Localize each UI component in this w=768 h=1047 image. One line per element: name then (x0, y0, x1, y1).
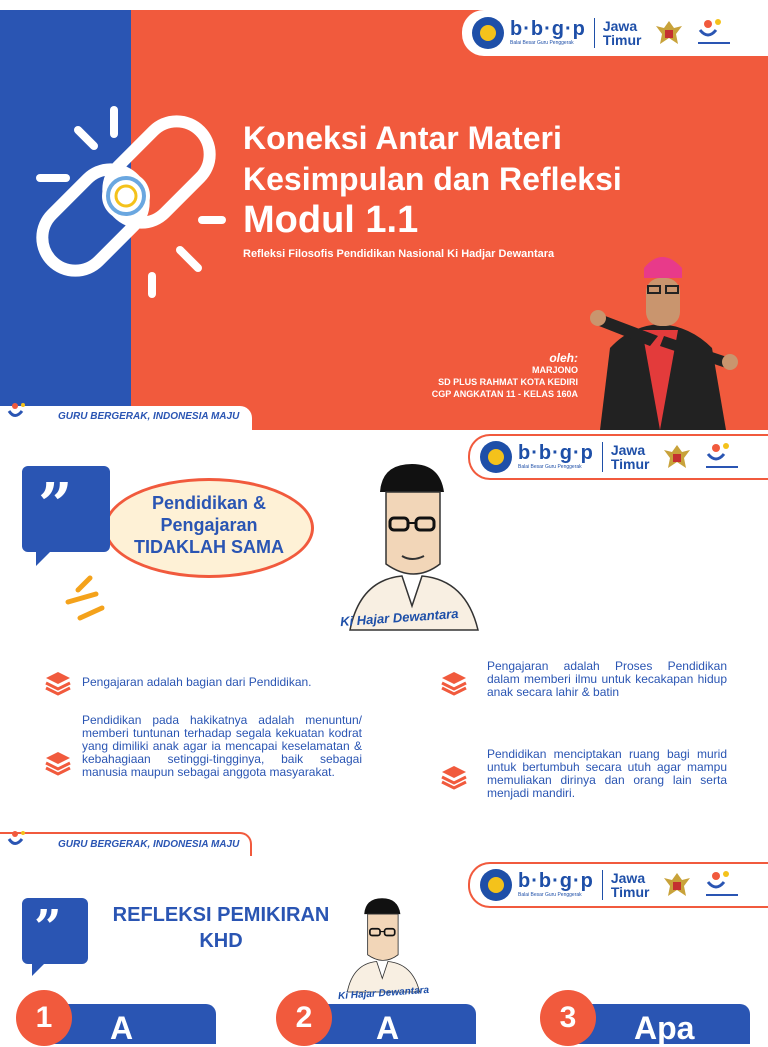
card-number: 1 (16, 990, 72, 1046)
point-text: Pendidikan menciptakan ruang bagi murid untuk bertumbuh secara utuh agar mampu memuliakan dirinya dan orang lain serta menjadi mandiri. (487, 747, 727, 800)
bbgp-sub-label: Balai Besar Guru Penggerak (510, 40, 574, 46)
tut-wuri-logo-icon (480, 869, 512, 901)
partner-logos (468, 434, 768, 480)
footer-band (0, 406, 252, 430)
jawa-timur-logo: Jawa Timur (610, 870, 650, 900)
jawa-timur-logo: Jawa Timur (610, 442, 650, 472)
chain-link-icon (30, 100, 230, 300)
bbgp-sub-label: Balai Besar Guru Penggerak (518, 892, 582, 898)
portrait-caption: Ki Hajar Dewantara (339, 605, 459, 630)
card-word: Apa (634, 1010, 695, 1046)
guru-penggerak-logo-icon (694, 16, 734, 50)
presenter-photo (580, 238, 740, 430)
point-text: Pengajaran adalah Proses Pendidikan dalam memberi ilmu untuk kecakapan hidup anak secara lahir & batin (487, 659, 727, 699)
tut-wuri-logo-icon (472, 17, 504, 49)
author-block: oleh: MARJONO SD PLUS RAHMAT KOTA KEDIRI CGP ANGKATAN 11 - KELAS 160A (431, 351, 578, 399)
garuda-emblem-icon (662, 870, 692, 900)
slide-title (0, 10, 768, 430)
jawa-timur-logo: Jawa Timur (602, 18, 642, 48)
slide-subtitle: Refleksi Filosofis Pendidikan Nasional Ki Hadjar Dewantara (243, 248, 555, 260)
bbgp-sub-label: Balai Besar Guru Penggerak (518, 464, 582, 470)
footer-slogan: GURU BERGERAK, INDONESIA MAJU (58, 839, 240, 850)
slide-pendidikan (0, 432, 768, 862)
guru-penggerak-logo-icon (702, 440, 742, 474)
footer-slogan: GURU BERGERAK, INDONESIA MAJU (58, 411, 240, 422)
slide-title-heading: Koneksi Antar Materi Kesimpulan dan Refleksi Modul 1.1 (243, 120, 622, 241)
point-text: Pengajaran adalah bagian dari Pendidikan. (82, 675, 312, 689)
layers-icon (440, 764, 468, 790)
quote-icon: ” (22, 466, 110, 552)
footer-band (0, 832, 252, 856)
layers-icon (440, 670, 468, 696)
garuda-emblem-icon (662, 442, 692, 472)
point-text: Pendidikan pada hakikatnya adalah menuntun/ memberi tuntunan terhadap segala kekuatan kodrat yang dimiliki anak agar ia mencapai keselamatan & kebahagiaan setinggi-tingginya, baik sebagai manusia maupun sebagai anggota masyarakat. (82, 713, 362, 779)
ki-hajar-dewantara-portrait (338, 896, 430, 992)
card-number: 2 (276, 990, 332, 1046)
guru-penggerak-logo-icon (6, 400, 32, 430)
card-word: A (110, 1010, 134, 1046)
layers-icon (44, 670, 72, 696)
garuda-emblem-icon (654, 18, 684, 48)
ki-hajar-dewantara-portrait (340, 460, 490, 630)
guru-penggerak-logo-icon (6, 828, 32, 858)
bbgp-logo: b·b·g·p (518, 442, 594, 464)
bbgp-logo: b·b·g·p (510, 18, 586, 40)
portrait-caption: Ki Hajar Dewantara (337, 984, 430, 1003)
emphasis-rays-icon (50, 572, 120, 622)
slide-heading: REFLEKSI PEMIKIRAN KHD (112, 904, 330, 952)
card-word: A (376, 1010, 400, 1046)
bbgp-logo: b·b·g·p (518, 870, 594, 892)
partner-logos (462, 10, 768, 56)
layers-icon (44, 750, 72, 776)
card-number: 3 (540, 990, 596, 1046)
quote-icon: ” (22, 898, 88, 964)
partner-logos (468, 862, 768, 908)
bubble-heading: Pendidikan & Pengajaran TIDAKLAH SAMA (134, 493, 284, 557)
slide-refleksi (0, 864, 768, 1046)
guru-penggerak-logo-icon (702, 868, 742, 902)
